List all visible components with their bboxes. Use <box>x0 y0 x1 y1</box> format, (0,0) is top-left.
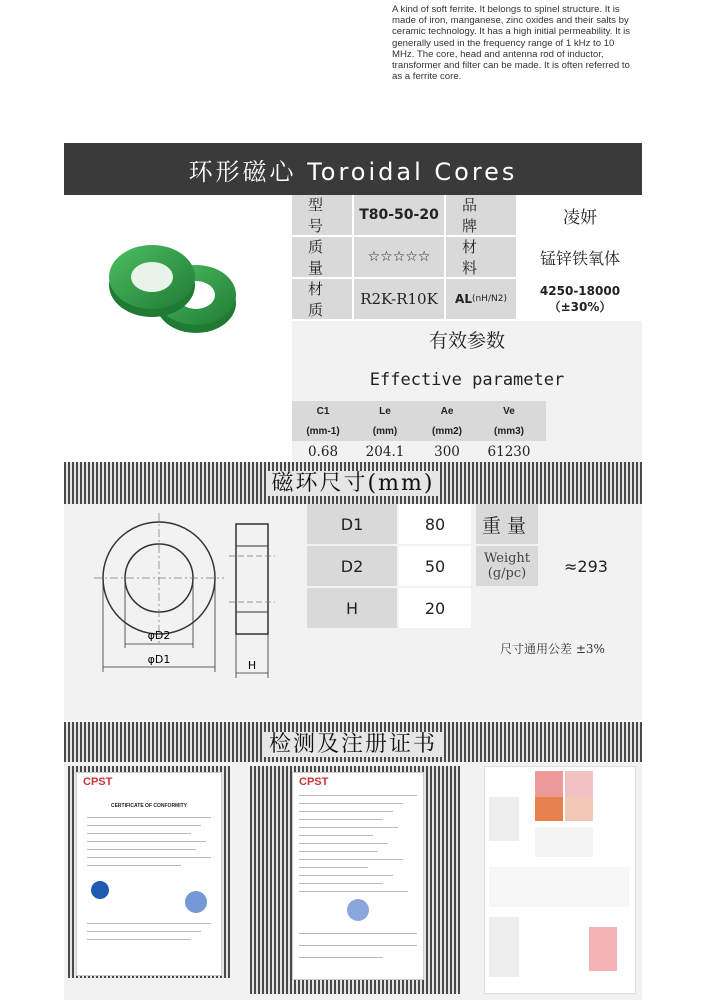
param-header-unit: (mm2) <box>431 426 462 437</box>
effective-title-cn: 有效参数 <box>428 330 505 352</box>
dimensions-title: 磁环尺寸(mm) <box>266 471 441 496</box>
weight-unit: (g/pc) <box>487 566 527 581</box>
cert1-stamp-icon <box>185 891 207 913</box>
param-value: 204.1 <box>365 444 405 460</box>
weight-label-cn: 重量 <box>476 504 538 544</box>
cert2-stamp-icon <box>347 899 369 921</box>
blur-block <box>535 797 563 821</box>
model-value: T80-50-20 <box>354 195 444 235</box>
param-header-row <box>292 401 546 441</box>
blur-block <box>489 867 629 907</box>
drawing-h-label: H <box>247 659 257 672</box>
grade-value: R2K-R10K <box>354 279 444 319</box>
param-header-unit: (mm-1) <box>306 426 340 437</box>
model-label: 型号 <box>292 195 352 235</box>
param-value: 0.68 <box>307 444 339 460</box>
toroid-photo <box>64 195 292 460</box>
weight-label-en-cell <box>476 546 538 586</box>
blur-block <box>589 927 617 971</box>
tolerance-note: 尺寸通用公差 ±3% <box>500 642 605 656</box>
cert1-logo: CPST <box>83 776 113 788</box>
blur-block <box>565 797 593 821</box>
d2-value: 50 <box>399 546 471 586</box>
certs-title-bar <box>64 722 642 762</box>
param-value: 300 <box>434 444 460 460</box>
al-value-cell <box>518 279 642 319</box>
certs-title: 检测及注册证书 <box>263 732 443 757</box>
toroid-drawing <box>84 510 324 710</box>
weight-label-en: Weight <box>483 551 531 566</box>
quality-stars: ☆☆☆☆☆ <box>354 237 444 277</box>
param-header-name: Ve <box>503 406 515 417</box>
cert1-document <box>76 772 222 976</box>
blur-block <box>489 797 519 841</box>
cert2-document <box>292 772 424 980</box>
blur-block <box>535 827 593 857</box>
drawing-d1-label: φD1 <box>147 653 171 666</box>
drawing-d2-label: φD2 <box>147 629 171 642</box>
param-value: 61230 <box>487 444 531 460</box>
d1-label: D1 <box>307 504 397 544</box>
param-header-name: C1 <box>316 406 330 417</box>
h-value: 20 <box>399 588 471 628</box>
cert1-seal-icon <box>91 881 109 899</box>
blur-block <box>535 771 563 797</box>
material-label: 材料 <box>446 237 516 277</box>
al-label: AL <box>455 292 472 306</box>
al-tolerance: （±30%） <box>548 299 612 314</box>
cert2-logo: CPST <box>299 776 329 788</box>
brand-label: 品牌 <box>446 195 516 235</box>
blur-block <box>565 771 593 797</box>
grade-label: 材质 <box>292 279 352 319</box>
cert1-title: CERTIFICATE OF CONFORMITY <box>110 803 187 809</box>
spec-grid <box>292 195 642 321</box>
param-header-unit: (mm3) <box>493 426 524 437</box>
intro-paragraph: A kind of soft ferrite. It belongs to spinel structure. It is made of iron, manganese, zinc oxides and their salts by ceramic technology. It has a high initial permeability. It is generally used in the frequency range of 1 kHz to 10 MHz. The core, head and antenna rod of inductor, transformer and filter can be made. It is often referred to as a ferrite core. <box>392 4 630 83</box>
material-value: 锰锌铁氧体 <box>539 248 620 268</box>
param-header-unit: (mm) <box>372 426 398 437</box>
d1-value: 80 <box>399 504 471 544</box>
blur-block <box>489 917 519 977</box>
al-label-cell <box>446 279 516 319</box>
h-label: H <box>307 588 397 628</box>
effective-title-en: Effective parameter <box>369 370 565 390</box>
dimensions-title-bar <box>64 462 642 504</box>
param-header-name: Ae <box>440 406 454 417</box>
banner-title: 环形磁心 Toroidal Cores <box>188 157 518 186</box>
al-value: 4250-18000 <box>539 283 621 298</box>
al-unit: (nH/N2) <box>471 294 507 304</box>
weight-value: ≈293 <box>564 556 608 576</box>
param-header-name: Le <box>379 406 391 417</box>
product-banner <box>64 143 642 195</box>
d2-label: D2 <box>307 546 397 586</box>
cert3-blurred <box>484 766 636 994</box>
brand-value: 凌妍 <box>563 207 597 228</box>
product-photo-panel <box>64 195 292 460</box>
quality-label: 质量 <box>292 237 352 277</box>
